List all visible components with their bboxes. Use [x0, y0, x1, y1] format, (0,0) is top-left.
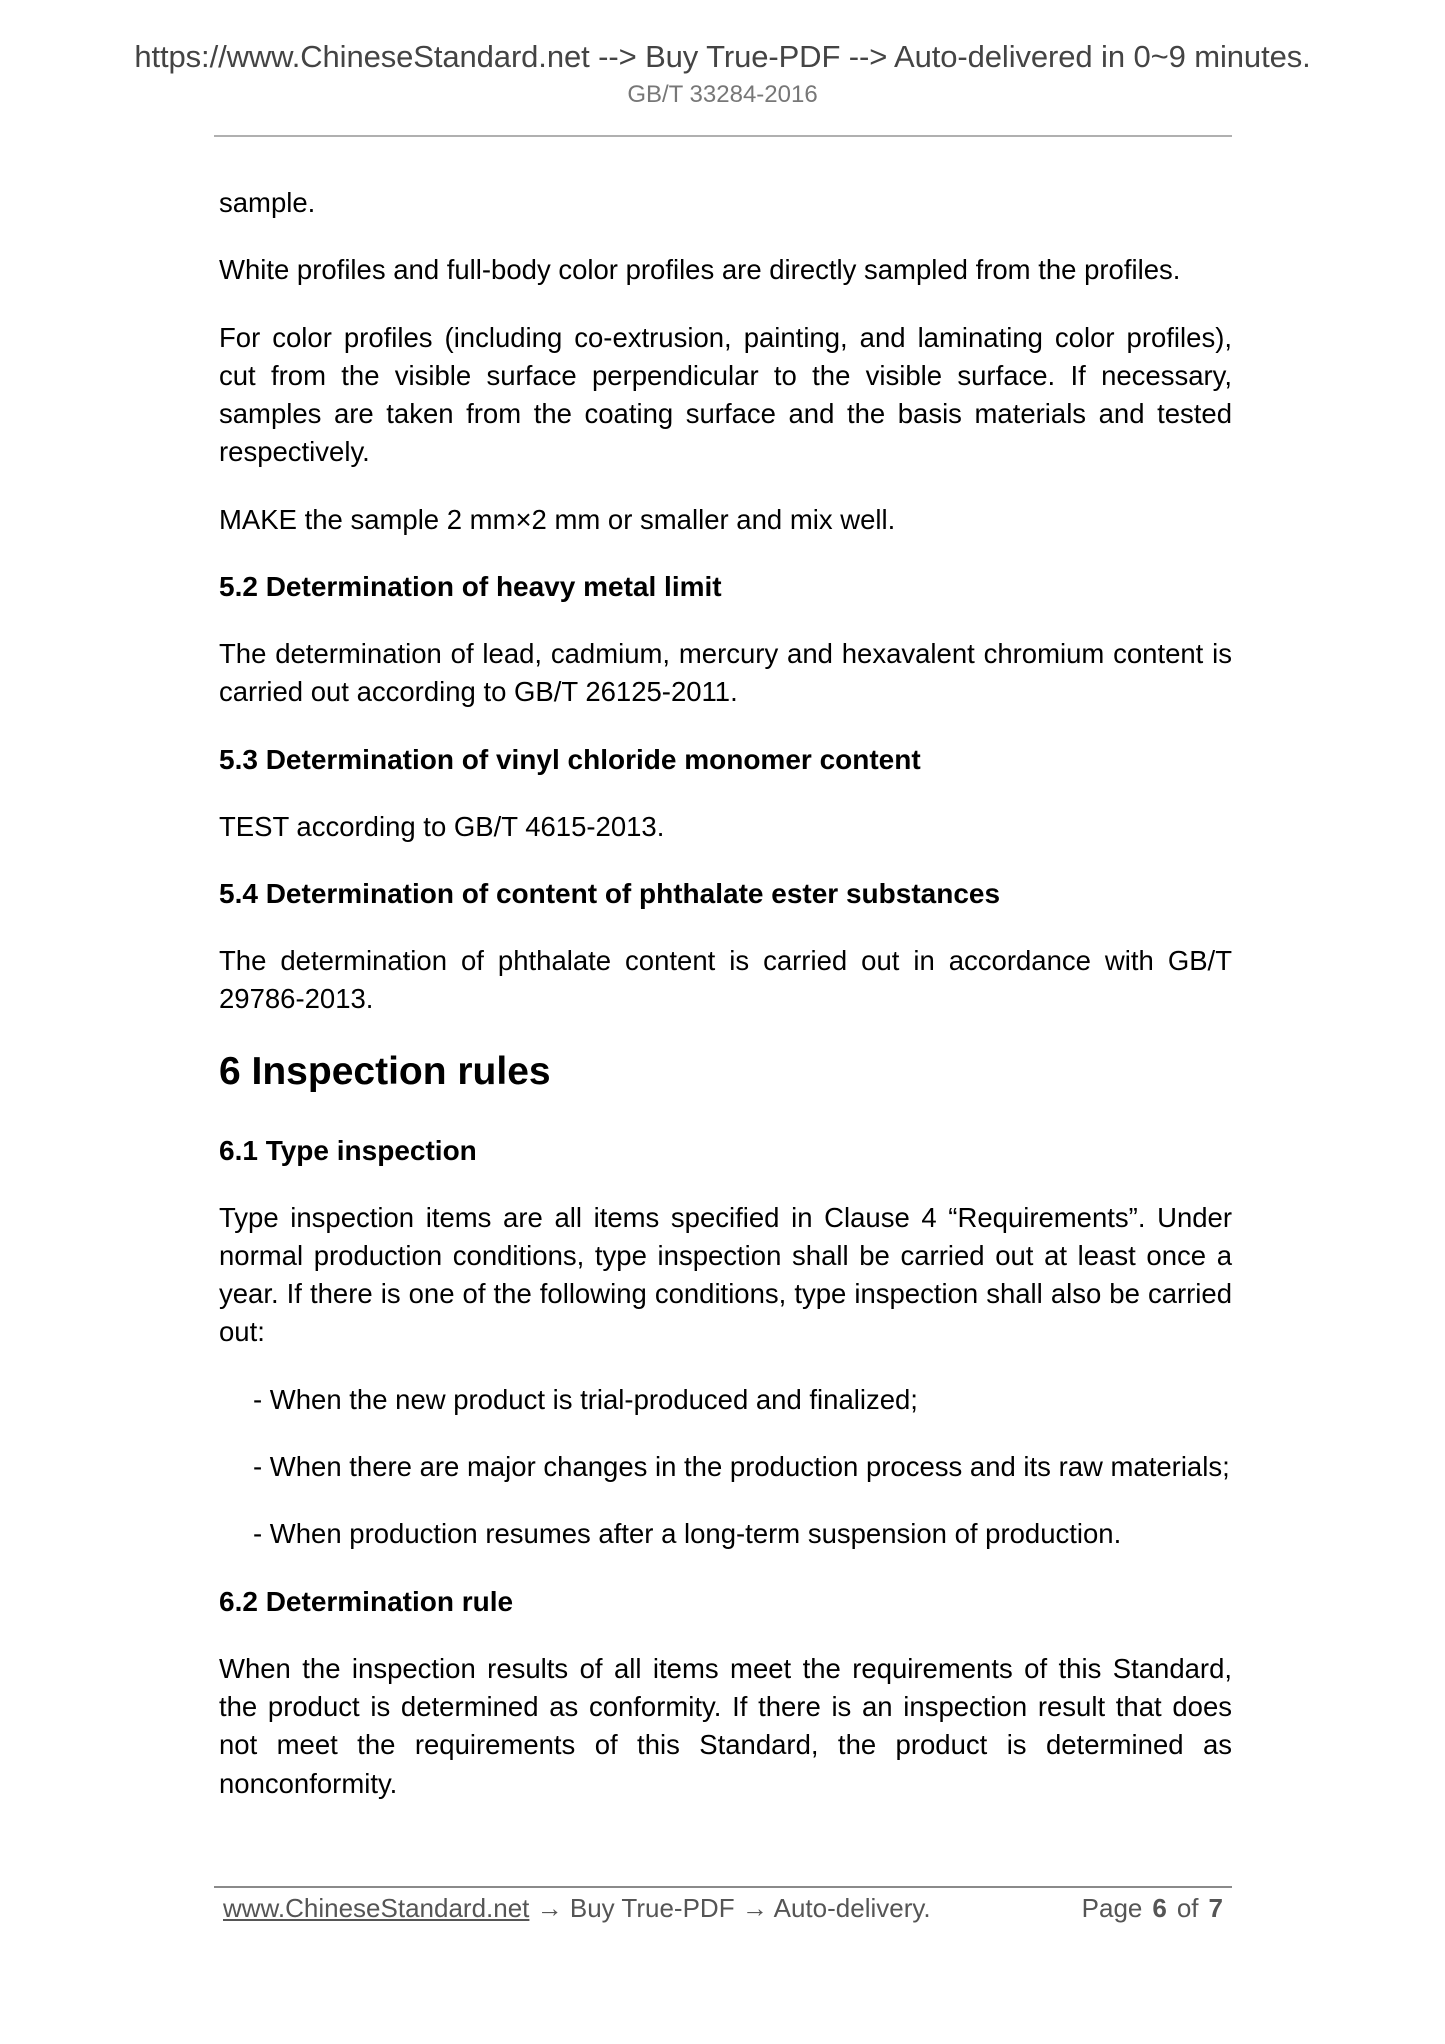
section-5-2-heading: 5.2 Determination of heavy metal limit: [219, 571, 722, 603]
header-title: https://www.ChineseStandard.net --> Buy True-PDF --> Auto-delivered in 0~9 minutes.: [134, 39, 1311, 74]
section-6-1-heading: 6.1 Type inspection: [219, 1134, 477, 1166]
buy-true-pdf-text: Buy True-PDF: [569, 1893, 735, 1923]
website-link[interactable]: www.ChineseStandard.net: [223, 1893, 530, 1923]
list-item: - When production resumes after a long-term suspension of production.: [253, 1518, 1122, 1550]
paragraph-make-sample: MAKE the sample 2 mm×2 mm or smaller and mix well.: [219, 503, 896, 535]
document-body: [219, 184, 1232, 1832]
paragraph-white-profiles: White profiles and full-body color profiles are directly sampled from the profiles.: [219, 254, 1181, 286]
section-6-1-text: Type inspection items are all items specified in Clause 4 “Requirements”. Under normal production conditions, type inspection shall be carried out at least once a year. If there is one of the following conditions, type inspection shall also be carried out:: [219, 1201, 1232, 1348]
page-current: 6: [1152, 1893, 1167, 1923]
section-5-2-text: The determination of lead, cadmium, mercury and hexavalent chromium content is carried out according to GB/T 26125-2011.: [219, 638, 1232, 708]
arrow-right-icon: →: [536, 1893, 563, 1923]
header-divider: [214, 135, 1232, 137]
list-item: - When the new product is trial-produced and finalized;: [253, 1383, 918, 1415]
section-5-3-text: TEST according to GB/T 4615-2013.: [219, 810, 665, 842]
section-5-3-heading: 5.3 Determination of vinyl chloride monomer content: [219, 743, 921, 775]
paragraph-color-profiles: For color profiles (including co-extrusion, painting, and laminating color profiles), cut from the visible surface perpendicular to the visible surface. If necessary, samples are taken from the coating surface and the basis materials and tested respectively.: [219, 321, 1232, 468]
paragraph-sample: sample.: [219, 187, 316, 218]
page-indicator: [1082, 1891, 1223, 1925]
page-label: Page: [1081, 1893, 1143, 1923]
section-6-2-heading: 6.2 Determination rule: [219, 1585, 514, 1617]
page-footer: [223, 1891, 1223, 1925]
standard-code: GB/T 33284-2016: [627, 81, 818, 108]
page-header: [0, 38, 1445, 110]
list-item: - When there are major changes in the production process and its raw materials;: [253, 1451, 1230, 1483]
section-5-4-text: The determination of phthalate content is carried out in accordance with GB/T 29786-2013.: [219, 944, 1232, 1015]
auto-delivery-text: Auto-delivery.: [773, 1893, 931, 1923]
section-6-2-text: When the inspection results of all items meet the requirements of this Standard, the product is determined as conformity. If there is an inspection result that does not meet the requirements of this Standard, the product is determined as nonconformity.: [219, 1652, 1232, 1799]
of-label: of: [1176, 1893, 1199, 1923]
footer-divider: [214, 1886, 1232, 1888]
section-6-heading: 6 Inspection rules: [219, 1049, 551, 1093]
section-5-4-heading: 5.4 Determination of content of phthalate ester substances: [219, 877, 1001, 909]
page-total: 7: [1208, 1893, 1223, 1923]
arrow-right-icon: →: [741, 1893, 768, 1923]
